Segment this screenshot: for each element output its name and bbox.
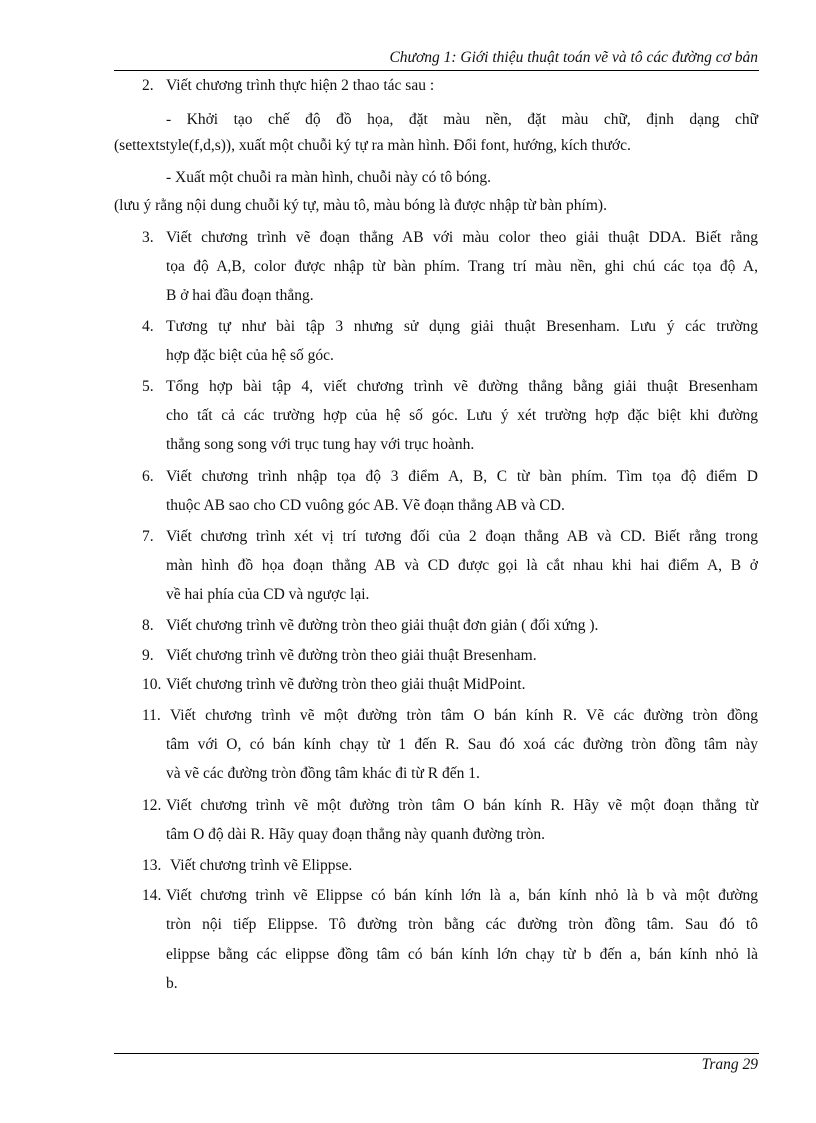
- exercise-14-line-1: Viết chương trình vẽ Elippse có bán kính lớn là a, bán kính nhỏ là b và một đường: [166, 887, 758, 904]
- exercise-2-sub-1-line-1: - Khởi tạo chế độ đồ họa, đặt màu nền, đặt màu chữ, định dạng chữ: [166, 111, 758, 128]
- exercise-8-line-1: Viết chương trình vẽ đường tròn theo giải thuật đơn giản ( đối xứng ).: [166, 617, 599, 634]
- exercise-2-sub-1-line-2: (settextstyle(f,d,s)), xuất một chuỗi ký tự ra màn hình. Đổi font, hướng, kích thước.: [114, 137, 631, 154]
- exercise-7-line-1: Viết chương trình xét vị trí tương đối của 2 đoạn thẳng AB và CD. Biết rằng trong: [166, 528, 758, 545]
- exercise-2-note: (lưu ý rằng nội dung chuỗi ký tự, màu tô, màu bóng là được nhập từ bàn phím).: [114, 197, 607, 214]
- exercise-4-line-2: hợp đặc biệt của hệ số góc.: [166, 347, 334, 364]
- header-divider: [114, 70, 759, 71]
- exercise-10-line-1: Viết chương trình vẽ đường tròn theo giải thuật MidPoint.: [166, 676, 526, 693]
- exercise-2-number: 2.: [142, 77, 154, 94]
- exercise-2-sub-2: - Xuất một chuỗi ra màn hình, chuỗi này có tô bóng.: [166, 169, 492, 186]
- exercise-4-line-1: Tương tự như bài tập 3 nhưng sử dụng giải thuật Bresenham. Lưu ý các trường: [166, 318, 758, 335]
- exercise-10-number: 10.: [142, 676, 162, 693]
- page-number: Trang 29: [701, 1056, 758, 1073]
- exercise-7-line-2: màn hình đồ họa đoạn thẳng AB và CD được gọi là cắt nhau khi hai điểm A, B ở: [166, 557, 758, 574]
- exercise-3-line-1: Viết chương trình vẽ đoạn thẳng AB với màu color theo giải thuật DDA. Biết rằng: [166, 229, 758, 246]
- exercise-12-number: 12.: [142, 797, 162, 814]
- exercise-7-number: 7.: [142, 528, 154, 545]
- exercise-9-line-1: Viết chương trình vẽ đường tròn theo giải thuật Bresenham.: [166, 647, 537, 664]
- exercise-13-line-1: Viết chương trình vẽ Elippse.: [170, 857, 353, 874]
- exercise-11-line-3: và vẽ các đường tròn đồng tâm khác đi từ R đến 1.: [166, 765, 480, 782]
- exercise-14-number: 14.: [142, 887, 162, 904]
- chapter-title: Chương 1: Giới thiệu thuật toán vẽ và tô các đường cơ bản: [389, 49, 758, 66]
- exercise-6-number: 6.: [142, 468, 154, 485]
- exercise-2-line-1: Viết chương trình thực hiện 2 thao tác sau :: [166, 77, 435, 94]
- exercise-3-number: 3.: [142, 229, 154, 246]
- exercise-5-line-2: cho tất cả các trường hợp của hệ số góc. Lưu ý xét trường hợp đặc biệt khi đường: [166, 407, 758, 424]
- exercise-7-line-3: về hai phía của CD và ngược lại.: [166, 586, 370, 603]
- exercise-4-number: 4.: [142, 318, 154, 335]
- exercise-14-line-4: b.: [166, 975, 178, 992]
- exercise-9-number: 9.: [142, 647, 154, 664]
- exercise-3-line-3: B ở hai đầu đoạn thẳng.: [166, 287, 314, 304]
- exercise-12-line-1: Viết chương trình vẽ một đường tròn tâm O bán kính R. Hãy vẽ một đoạn thẳng từ: [166, 797, 758, 814]
- exercise-8-number: 8.: [142, 617, 154, 634]
- exercise-3-line-2: tọa độ A,B, color được nhập từ bàn phím. Trang trí màu nền, ghi chú các tọa độ A,: [166, 258, 758, 275]
- exercise-6-line-2: thuộc AB sao cho CD vuông góc AB. Vẽ đoạn thẳng AB và CD.: [166, 497, 565, 514]
- exercise-5-line-3: thẳng song song với trục tung hay với trục hoành.: [166, 436, 475, 453]
- exercise-6-line-1: Viết chương trình nhập tọa độ 3 điểm A, B, C từ bàn phím. Tìm tọa độ điểm D: [166, 468, 758, 485]
- exercise-12-line-2: tâm O độ dài R. Hãy quay đoạn thẳng này quanh đường tròn.: [166, 826, 546, 843]
- footer-divider: [114, 1053, 759, 1054]
- exercise-11-number: 11.: [142, 707, 161, 724]
- exercise-5-number: 5.: [142, 378, 154, 395]
- exercise-13-number: 13.: [142, 857, 162, 874]
- exercise-5-line-1: Tổng hợp bài tập 4, viết chương trình vẽ đường thẳng bằng giải thuật Bresenham: [166, 378, 758, 395]
- exercise-14-line-3: elippse bằng các elippse đồng tâm có bán kính lớn chạy từ b đến a, bán kính nhỏ là: [166, 946, 758, 963]
- exercise-14-line-2: tròn nội tiếp Elippse. Tô đường tròn bằng các đường tròn đồng tâm. Sau đó tô: [166, 916, 758, 933]
- exercise-11-line-1: Viết chương trình vẽ một đường tròn tâm O bán kính R. Vẽ các đường tròn đồng: [170, 707, 758, 724]
- exercise-11-line-2: tâm với O, có bán kính chạy từ 1 đến R. Sau đó xoá các đường tròn đồng tâm này: [166, 736, 758, 753]
